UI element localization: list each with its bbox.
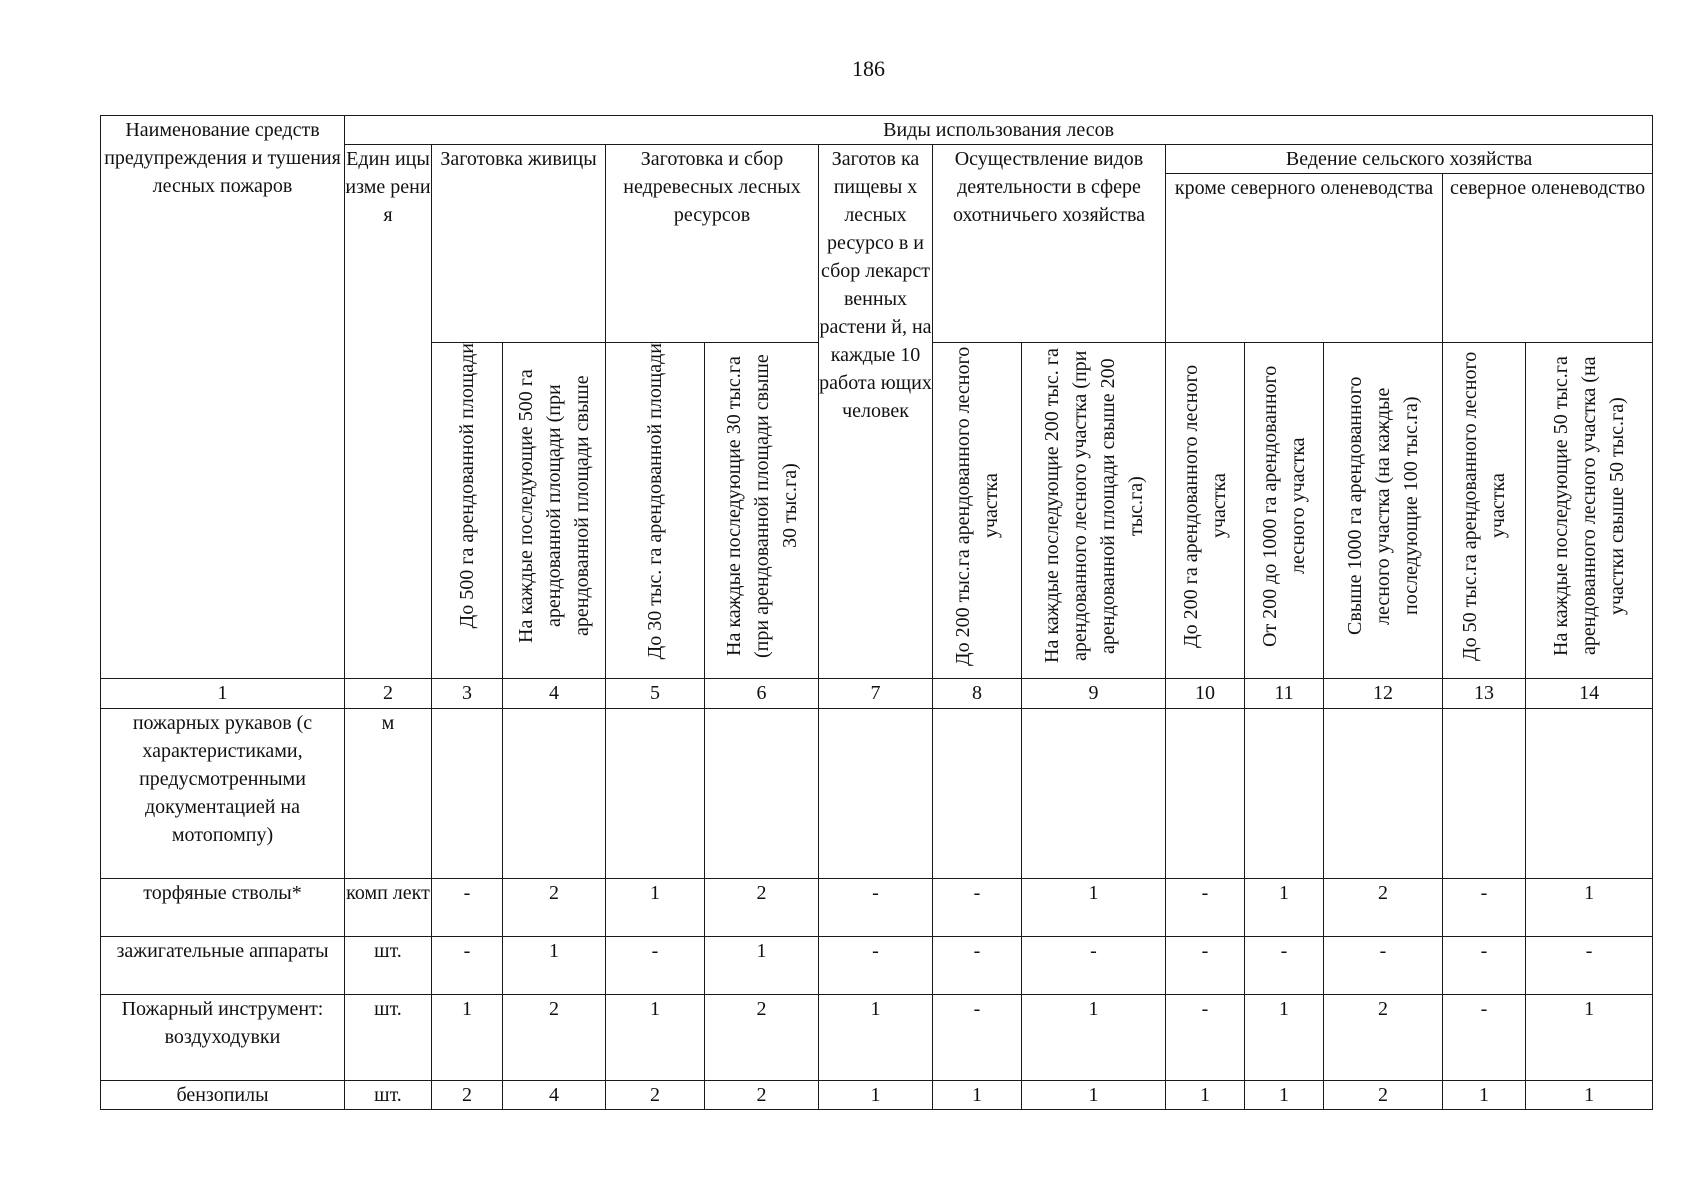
subheader-col-5: До 30 тыс. га арендованной площади	[606, 343, 705, 679]
header-food: Заготов ка пищевы х лесных ресурсо в и сбор лекарст венных растени й, на каждые 10 работа ющих человек	[819, 145, 933, 679]
table-cell: 1	[1526, 879, 1653, 937]
subheader-col-6: На каждые последующие 30 тыс.га (при арендованной площади свыше 30 тыс.га)	[705, 343, 819, 679]
column-number: 10	[1166, 679, 1245, 709]
column-number: 14	[1526, 679, 1653, 709]
table-cell	[1443, 709, 1526, 879]
header-types-of-use: Виды использования лесов	[345, 116, 1653, 145]
row-unit: м	[345, 709, 432, 879]
header-except-reindeer: кроме северного оленеводства	[1166, 174, 1443, 343]
table-cell	[933, 709, 1022, 879]
table-cell: 1	[606, 879, 705, 937]
table-cell: -	[819, 937, 933, 995]
row-unit: комп лект	[345, 879, 432, 937]
table-cell: 1	[1022, 995, 1166, 1081]
table-row	[101, 995, 1653, 1081]
table-cell: -	[933, 879, 1022, 937]
table-cell: 1	[933, 1081, 1022, 1110]
table-cell: 2	[606, 1081, 705, 1110]
table-cell	[606, 709, 705, 879]
header-reindeer: северное оленеводство	[1443, 174, 1653, 343]
row-unit: шт.	[345, 995, 432, 1081]
fire-equipment-norms-table	[100, 115, 1653, 1110]
table-cell	[1324, 709, 1443, 879]
table-cell: -	[1443, 995, 1526, 1081]
row-unit: шт.	[345, 1081, 432, 1110]
table-cell: -	[1166, 937, 1245, 995]
row-name: бензопилы	[101, 1081, 345, 1110]
table-cell: 2	[1324, 1081, 1443, 1110]
column-number: 3	[432, 679, 503, 709]
table-cell: 1	[1022, 879, 1166, 937]
header-nonwood: Заготовка и сбор недревесных лесных ресурсов	[606, 145, 819, 343]
header-agriculture: Ведение сельского хозяйства	[1166, 145, 1653, 174]
table-cell: 2	[1324, 995, 1443, 1081]
table-cell: 2	[1324, 879, 1443, 937]
header-hunting: Осуществление видов деятельности в сфере охотничьего хозяйства	[933, 145, 1166, 343]
column-number: 7	[819, 679, 933, 709]
table-cell: 2	[705, 1081, 819, 1110]
table-cell: 1	[1443, 1081, 1526, 1110]
table-cell	[503, 709, 606, 879]
subheader-col-3: До 500 га арендованной площади	[432, 343, 503, 679]
column-number: 6	[705, 679, 819, 709]
header-unit: Един ицы изме рени я	[345, 145, 432, 679]
table-row	[101, 709, 1653, 879]
table-cell: 1	[432, 995, 503, 1081]
table-cell: -	[1166, 879, 1245, 937]
subheader-col-13: До 50 тыс.га арендованного лесного участка	[1443, 343, 1526, 679]
table-cell: -	[1324, 937, 1443, 995]
table-cell: 1	[1022, 1081, 1166, 1110]
column-number: 13	[1443, 679, 1526, 709]
subheader-col-9: На каждые последующие 200 тыс. га арендованного лесного участка (при арендованной площади свыше 200 тыс.га)	[1022, 343, 1166, 679]
table-cell: -	[1526, 937, 1653, 995]
table-cell	[819, 709, 933, 879]
table-cell: 2	[705, 995, 819, 1081]
table-row	[101, 879, 1653, 937]
column-number: 11	[1245, 679, 1324, 709]
column-number: 4	[503, 679, 606, 709]
row-name: Пожарный инструмент: воздуходувки	[101, 995, 345, 1081]
subheader-col-11: От 200 до 1000 га арендованного лесного участка	[1245, 343, 1324, 679]
table-cell: 1	[1245, 995, 1324, 1081]
column-number: 9	[1022, 679, 1166, 709]
subheader-col-14: На каждые последующие 50 тыс.га арендованного лесного участка (на участки свыше 50 тыс.га)	[1526, 343, 1653, 679]
table-cell	[1245, 709, 1324, 879]
table-row	[101, 1081, 1653, 1110]
table-cell: -	[1166, 995, 1245, 1081]
table-cell	[1022, 709, 1166, 879]
table-cell: -	[1443, 937, 1526, 995]
page-number: 186	[852, 56, 885, 81]
table-cell: 2	[503, 879, 606, 937]
table-cell: 4	[503, 1081, 606, 1110]
table-cell	[1166, 709, 1245, 879]
table-cell: 1	[503, 937, 606, 995]
column-number-row	[101, 679, 1653, 709]
table-cell: 1	[819, 1081, 933, 1110]
header-resin: Заготовка живицы	[432, 145, 606, 343]
table-cell: -	[432, 879, 503, 937]
header-name: Наименование средств предупреждения и тушения лесных пожаров	[101, 116, 345, 679]
subheader-col-4: На каждые последующие 500 га арендованной площади (при арендованной площади свыше	[503, 343, 606, 679]
table-cell: 2	[432, 1081, 503, 1110]
row-name: зажигательные аппараты	[101, 937, 345, 995]
header-row-1	[101, 116, 1653, 145]
table-cell: 2	[503, 995, 606, 1081]
column-number: 5	[606, 679, 705, 709]
table-cell	[432, 709, 503, 879]
table-cell	[1526, 709, 1653, 879]
subheader-col-8: До 200 тыс.га арендованного лесного участка	[933, 343, 1022, 679]
table-cell: -	[819, 879, 933, 937]
table-cell: -	[1022, 937, 1166, 995]
subheader-col-12: Свыше 1000 га арендованного лесного участка (на каждые последующие 100 тыс.га)	[1324, 343, 1443, 679]
table-row	[101, 937, 1653, 995]
table-cell: -	[1443, 879, 1526, 937]
subheader-col-10: До 200 га арендованного лесного участка	[1166, 343, 1245, 679]
table-cell: -	[606, 937, 705, 995]
table-cell: -	[933, 937, 1022, 995]
table-cell: 1	[1245, 879, 1324, 937]
table-cell: 1	[819, 995, 933, 1081]
table-cell: 1	[606, 995, 705, 1081]
column-number: 2	[345, 679, 432, 709]
table-cell: -	[1245, 937, 1324, 995]
table-cell: 1	[1526, 995, 1653, 1081]
column-number: 8	[933, 679, 1022, 709]
table-cell: -	[432, 937, 503, 995]
table-cell: 1	[1245, 1081, 1324, 1110]
table-cell	[705, 709, 819, 879]
column-number: 12	[1324, 679, 1443, 709]
row-name: торфяные стволы*	[101, 879, 345, 937]
table-cell: 1	[1166, 1081, 1245, 1110]
row-unit: шт.	[345, 937, 432, 995]
row-name: пожарных рукавов (с характеристиками, предусмотренными документацией на мотопомпу)	[101, 709, 345, 879]
table-cell: 1	[1526, 1081, 1653, 1110]
table-cell: -	[933, 995, 1022, 1081]
column-number: 1	[101, 679, 345, 709]
table-cell: 2	[705, 879, 819, 937]
table-cell: 1	[705, 937, 819, 995]
